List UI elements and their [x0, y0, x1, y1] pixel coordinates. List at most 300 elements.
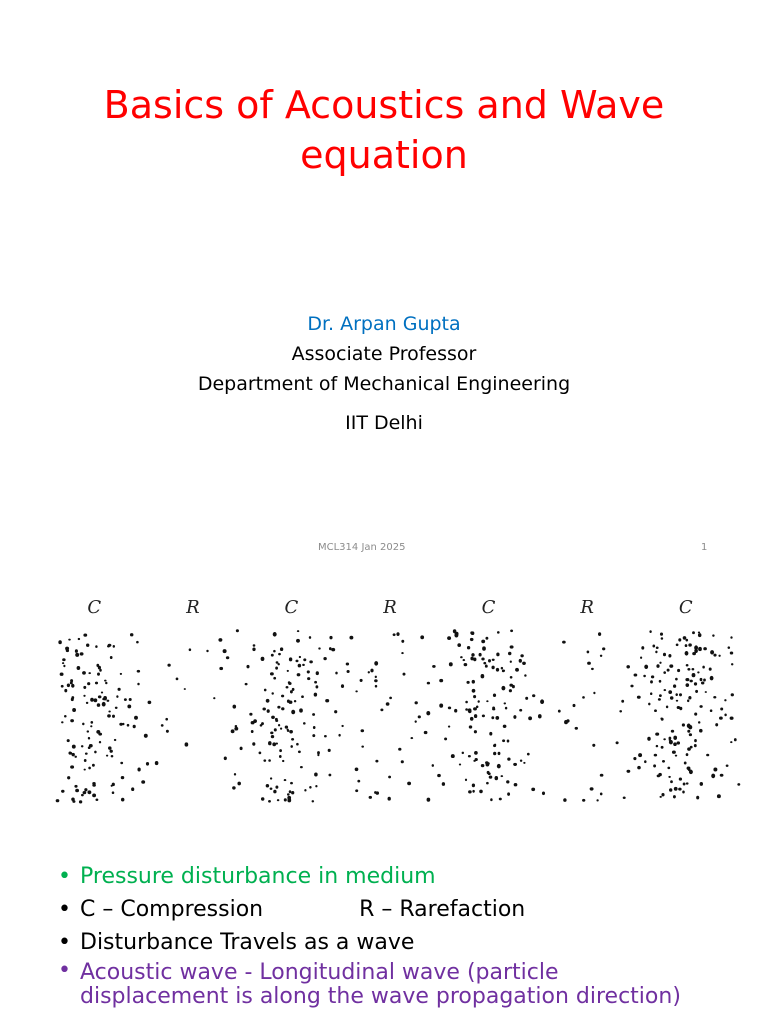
particle-dot — [108, 746, 112, 749]
particle-dot — [711, 774, 715, 779]
particle-dot — [687, 668, 690, 671]
bullet-text-rarefaction: R – Rarefaction — [359, 897, 526, 922]
particle-dot — [491, 716, 494, 719]
particle-dot — [690, 680, 693, 683]
particle-dot — [663, 671, 666, 674]
particle-dot — [316, 671, 319, 675]
particle-dot — [270, 672, 274, 675]
particle-dot — [70, 765, 74, 768]
particle-dot — [656, 647, 659, 650]
particle-dot — [656, 745, 659, 747]
particle-dot — [724, 714, 726, 717]
particle-dot — [698, 631, 700, 633]
particle-dot — [637, 696, 641, 699]
particle-dot — [457, 643, 461, 647]
particle-dot — [263, 759, 266, 761]
particle-dot — [661, 637, 664, 640]
particle-dot — [470, 638, 474, 641]
particle-dot — [78, 638, 81, 640]
particle-dot — [62, 658, 65, 661]
particle-dot — [540, 699, 544, 704]
bullet-text-line-1: Acoustic wave - Longitudinal wave (particle — [80, 960, 559, 985]
particle-dot — [701, 682, 704, 685]
particle-dot — [700, 782, 703, 786]
particle-dot — [491, 666, 494, 670]
particle-dot — [122, 723, 124, 726]
particle-dot — [401, 640, 404, 643]
particle-dot — [388, 776, 391, 779]
particle-dot — [676, 700, 678, 702]
particle-dot — [465, 701, 468, 704]
particle-dot — [87, 730, 90, 732]
particle-dot — [88, 791, 91, 794]
particle-dot — [662, 760, 665, 763]
bullet-item-travels — [58, 926, 758, 959]
particle-dot — [264, 689, 267, 692]
particle-dot — [245, 683, 248, 685]
particle-dot — [672, 751, 676, 754]
particle-dot — [699, 729, 703, 733]
compression-label: C — [284, 597, 299, 618]
particle-dot — [325, 699, 329, 702]
particle-dot — [647, 737, 650, 741]
particle-dot — [682, 791, 685, 794]
particle-dot — [689, 733, 692, 736]
particle-dot — [331, 648, 335, 652]
particle-dot — [84, 769, 86, 771]
particle-dot — [313, 726, 316, 729]
particle-dot — [296, 743, 299, 746]
particle-dot — [512, 685, 515, 688]
particle-dot — [286, 686, 289, 689]
particle-dot — [88, 737, 90, 740]
particle-dot — [675, 693, 677, 696]
particle-dot — [709, 667, 712, 670]
particle-dot — [312, 713, 315, 716]
particle-dot — [492, 659, 495, 661]
particle-dot — [79, 800, 82, 803]
particle-dot — [669, 664, 673, 667]
particle-dot — [655, 651, 657, 654]
particle-dot — [643, 675, 646, 677]
particle-dot — [246, 665, 249, 668]
particle-dot — [510, 645, 514, 648]
particle-dot — [271, 654, 274, 657]
particle-dot — [121, 776, 125, 779]
particle-dot — [687, 730, 690, 733]
particle-dot — [717, 794, 721, 798]
particle-dot — [251, 730, 254, 733]
particle-dot — [134, 716, 138, 720]
particle-dot — [713, 768, 717, 772]
particle-dot — [481, 640, 485, 644]
particle-dot — [105, 682, 107, 685]
particle-dot — [616, 741, 619, 744]
particle-dot — [482, 646, 486, 650]
particle-dot — [287, 793, 290, 795]
particle-dot — [703, 647, 707, 650]
particle-dot — [102, 702, 106, 707]
particle-dot — [468, 708, 472, 712]
particle-dot — [262, 708, 266, 711]
particle-dot — [90, 725, 92, 727]
compression-label: C — [87, 597, 102, 618]
particle-dot — [335, 672, 337, 675]
particle-dot — [410, 737, 413, 739]
bullet-text-compression: C – Compression — [80, 897, 264, 922]
particle-dot — [289, 730, 293, 733]
particle-dot — [466, 681, 469, 684]
particle-dot — [415, 701, 418, 704]
particle-dot — [573, 704, 576, 707]
particle-dot — [329, 636, 332, 639]
particle-dot — [623, 796, 626, 799]
particle-dot — [659, 662, 661, 664]
particle-dot — [67, 776, 70, 779]
particle-dot — [483, 662, 486, 665]
particle-dot — [493, 752, 496, 756]
particle-dot — [104, 680, 106, 682]
figure-labels — [87, 597, 692, 618]
particle-dot — [659, 680, 662, 683]
particle-dot — [92, 764, 95, 767]
particle-dot — [587, 650, 590, 653]
particle-dot — [637, 766, 641, 770]
particle-dot — [598, 632, 601, 636]
particle-dot — [70, 719, 74, 722]
particle-dot — [304, 789, 306, 792]
particle-dot — [448, 706, 451, 709]
particle-dot — [64, 715, 67, 718]
particle-dot — [74, 785, 77, 788]
particle-dot — [235, 725, 238, 727]
particle-dot — [713, 654, 716, 657]
particle-dot — [270, 732, 273, 735]
particle-dot — [315, 785, 317, 787]
particle-dot — [92, 793, 96, 797]
particle-dot — [85, 752, 88, 754]
particle-dot — [730, 636, 732, 639]
particle-dot — [401, 760, 404, 763]
particle-dot — [656, 664, 659, 668]
particle-dot — [668, 654, 671, 658]
particle-dot — [393, 633, 396, 636]
bullet-text-line-2: displacement is along the wave propagation direction) — [80, 984, 681, 1009]
particle-dot — [278, 663, 280, 665]
particle-dots — [56, 629, 741, 803]
particle-dot — [648, 703, 650, 706]
particle-dot — [471, 653, 474, 657]
particle-dot — [641, 646, 644, 650]
particle-dot — [492, 707, 495, 710]
particle-dot — [386, 702, 390, 706]
particle-dot — [519, 659, 522, 663]
particle-dot — [357, 780, 360, 783]
bullet-marker: • — [58, 864, 71, 889]
particle-dot — [686, 753, 689, 756]
particle-dot — [231, 729, 235, 733]
particle-dot — [666, 706, 668, 709]
particle-dot — [137, 670, 140, 673]
particle-dot — [72, 708, 76, 712]
particle-dot — [497, 631, 500, 634]
particle-dot — [676, 643, 679, 646]
particle-dot — [114, 739, 117, 741]
particle-dot — [115, 707, 118, 709]
particle-dot — [297, 630, 299, 632]
bullet-text: Disturbance Travels as a wave — [80, 930, 415, 955]
particle-dot — [459, 763, 461, 765]
particle-dot — [278, 653, 281, 655]
particle-dot — [75, 653, 79, 657]
particle-dot — [403, 673, 406, 676]
particle-dot — [136, 641, 139, 644]
particle-dot — [279, 755, 282, 758]
particle-dot — [355, 767, 359, 771]
particle-dot — [686, 683, 690, 687]
particle-dot — [542, 792, 545, 796]
particle-dot — [277, 799, 280, 801]
particle-dot — [108, 710, 110, 712]
particle-dot — [686, 664, 689, 667]
particle-dot — [652, 645, 655, 648]
particle-dot — [674, 796, 676, 798]
particle-dot — [562, 641, 566, 644]
particle-dot — [388, 797, 391, 801]
particle-dot — [447, 636, 451, 640]
particle-dot — [112, 783, 115, 787]
particle-dot — [679, 693, 682, 696]
particle-dot — [731, 663, 733, 665]
particle-dot — [102, 698, 104, 700]
particle-dot — [482, 715, 485, 718]
particle-dot — [468, 755, 471, 757]
particle-dot — [495, 776, 499, 780]
particle-dot — [281, 707, 284, 710]
particle-dot — [638, 753, 642, 757]
particle-dot — [667, 767, 670, 770]
particle-dot — [486, 700, 488, 702]
particle-dot — [328, 749, 331, 752]
particle-dot — [705, 691, 707, 693]
author-role: Associate Professor — [291, 343, 477, 365]
particle-dot — [75, 649, 78, 653]
particle-dot — [685, 678, 689, 681]
particle-dot — [290, 782, 293, 785]
particle-dot — [474, 730, 477, 733]
particle-dot — [525, 697, 528, 700]
particle-dot — [513, 715, 516, 719]
particle-dot — [439, 679, 443, 682]
bullet-list — [58, 860, 758, 1009]
author-institution: IIT Delhi — [345, 412, 423, 434]
particle-dot — [486, 762, 489, 765]
particle-dot — [502, 739, 505, 742]
particle-dot — [64, 689, 67, 692]
particle-dot — [375, 676, 377, 678]
particle-dot — [291, 738, 294, 741]
particle-dot — [444, 737, 447, 740]
particle-dot — [698, 633, 701, 637]
particle-dot — [273, 790, 276, 794]
particle-dot — [481, 674, 485, 678]
particle-dot — [619, 710, 622, 712]
particle-dot — [307, 670, 310, 673]
particle-dot — [493, 694, 496, 698]
particle-dot — [270, 777, 272, 779]
particle-dot — [346, 663, 349, 666]
bullet-marker: • — [58, 930, 71, 955]
particle-dot — [307, 677, 310, 680]
particle-dot — [289, 790, 292, 793]
particle-dot — [268, 759, 271, 762]
particle-dot — [60, 673, 64, 676]
particle-dot — [110, 750, 113, 753]
particle-dot — [65, 647, 69, 651]
particle-dot — [451, 754, 455, 758]
particle-dot — [96, 730, 100, 734]
particle-dot — [275, 720, 278, 722]
particle-dot — [240, 747, 243, 751]
particle-dot — [453, 629, 457, 633]
particle-dot — [702, 666, 705, 669]
particle-dot — [407, 782, 411, 786]
particle-dot — [226, 656, 229, 659]
particle-dot — [62, 662, 64, 664]
particle-dot — [355, 789, 358, 792]
particle-dot — [282, 760, 284, 762]
particle-dot — [292, 688, 295, 691]
particle-dot — [309, 636, 311, 639]
particle-dot — [418, 715, 421, 718]
particle-dot — [361, 729, 365, 732]
particle-dot — [184, 688, 186, 690]
particle-dot — [489, 775, 493, 778]
particle-dot — [449, 662, 453, 666]
particle-dot — [602, 647, 605, 650]
particle-dot — [427, 682, 430, 685]
particle-dot — [274, 728, 277, 731]
particle-dot — [485, 637, 488, 640]
particle-dot — [508, 652, 511, 655]
particle-dot — [706, 754, 709, 757]
particle-dot — [697, 671, 699, 673]
particle-dot — [719, 716, 723, 719]
author-name: Dr. Arpan Gupta — [307, 313, 461, 335]
particle-dot — [688, 725, 692, 729]
particle-dot — [462, 752, 464, 754]
particle-dot — [527, 753, 530, 756]
particle-dot — [501, 686, 505, 691]
particle-dot — [685, 651, 689, 656]
particle-dot — [670, 780, 673, 783]
particle-dot — [661, 793, 664, 796]
particle-dot — [674, 787, 678, 791]
particle-dot — [737, 783, 740, 786]
particle-dot — [129, 698, 132, 701]
particle-dot — [277, 706, 280, 709]
particle-dot — [692, 631, 695, 634]
particle-dot — [657, 774, 661, 777]
particle-dot — [161, 724, 164, 727]
particle-dot — [522, 662, 526, 665]
particle-dot — [314, 693, 317, 697]
particle-dot — [224, 756, 227, 760]
particle-dot — [273, 677, 276, 680]
particle-dot — [312, 734, 315, 737]
particle-dot — [486, 782, 489, 785]
particle-dot — [70, 682, 73, 685]
particle-dot — [694, 682, 697, 685]
particle-dot — [671, 730, 674, 733]
particle-dot — [287, 670, 289, 672]
particle-dot — [655, 732, 659, 735]
particle-dot — [360, 679, 363, 682]
bullet-item-acoustic-wave — [58, 959, 758, 1009]
particle-dot — [281, 695, 284, 698]
particle-dot — [731, 693, 734, 696]
particle-dot — [302, 664, 305, 666]
particle-dot — [437, 774, 441, 777]
particle-dot — [653, 764, 656, 767]
particle-dot — [692, 668, 695, 670]
particle-dot — [591, 668, 594, 670]
particle-dot — [582, 696, 585, 699]
particle-dot — [99, 669, 102, 672]
particle-dot — [233, 705, 237, 709]
particle-dot — [80, 652, 84, 655]
particle-dot — [284, 798, 287, 801]
particle-dot — [696, 796, 699, 800]
particle-dot — [341, 725, 343, 727]
particle-dot — [71, 696, 74, 699]
particle-dot — [67, 739, 70, 742]
particle-dot — [634, 673, 638, 676]
particle-dot — [137, 683, 139, 686]
particle-dot — [285, 726, 288, 729]
particle-dot — [314, 681, 317, 684]
bullet-item-pressure — [58, 860, 758, 893]
particle-dot — [503, 725, 507, 728]
particle-dot — [148, 701, 152, 704]
particle-dot — [661, 718, 664, 721]
particle-dot — [489, 732, 492, 736]
particle-dot — [61, 721, 63, 723]
particle-dot — [734, 738, 737, 741]
bullet-marker: • — [58, 897, 71, 922]
particle-dot — [481, 658, 484, 661]
particle-dot — [63, 665, 65, 667]
footer-course: MCL314 Jan 2025 — [318, 542, 406, 553]
particle-dot — [252, 742, 255, 745]
particle-dot — [368, 671, 370, 673]
particle-dot — [465, 779, 467, 781]
particle-dot — [96, 664, 99, 667]
particle-dot — [113, 645, 115, 648]
particle-dot — [81, 745, 84, 747]
particle-dot — [369, 796, 372, 799]
particle-dot — [347, 670, 350, 673]
particle-dot — [86, 644, 89, 647]
particle-dot — [590, 787, 594, 790]
particle-dot — [165, 718, 168, 721]
particle-dot — [84, 759, 87, 762]
particle-dot — [296, 639, 300, 643]
particle-dot — [465, 708, 468, 711]
particle-dot — [644, 665, 648, 669]
particle-dot — [88, 767, 91, 770]
particle-dot — [249, 713, 252, 716]
